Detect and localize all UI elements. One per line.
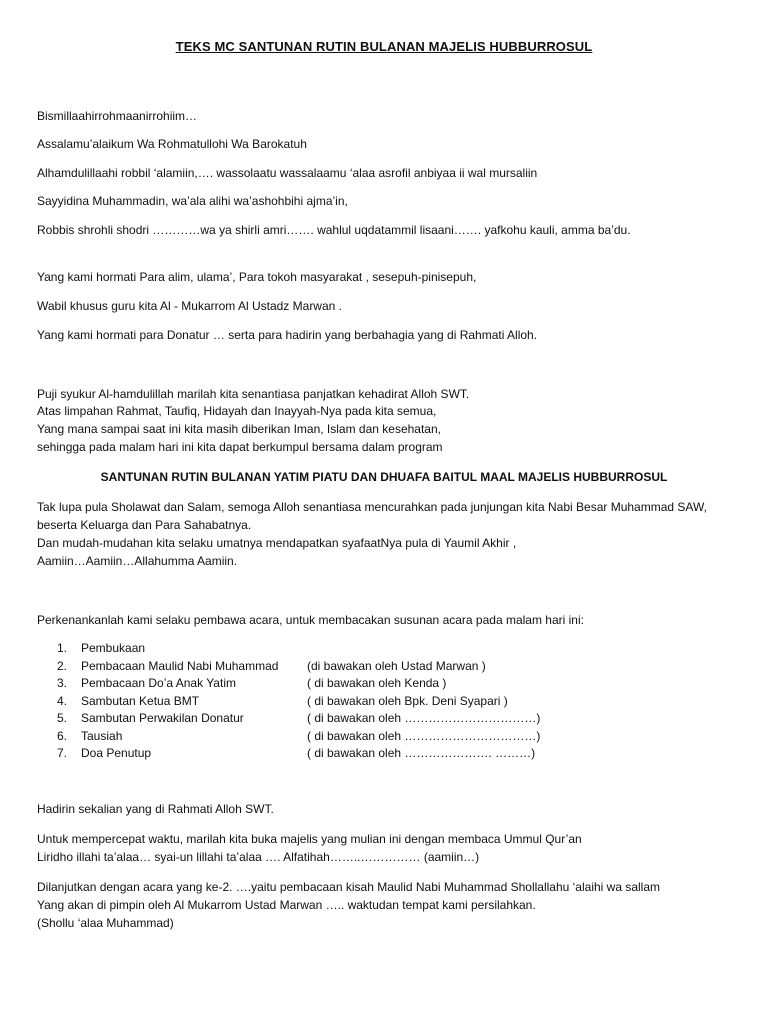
opening-line: Alhamdulillaahi robbil ‘alamiin,…. wassolaatu wassalaamu ‘alaa asrofil anbiyaa ii wal mursaliin [37, 166, 538, 180]
agenda-title: Pembacaan Do’a Anak Yatim [81, 676, 236, 690]
agenda-presenter: ( di bawakan oleh …………………. ………) [307, 746, 536, 760]
agenda-number: 4. [57, 693, 68, 708]
agenda-number: 3. [57, 676, 68, 690]
closing-line: (Shollu ‘alaa Muhammad) [37, 916, 174, 930]
agenda-number: 6. [57, 728, 68, 743]
opening-line: Robbis shrohli shodri …………wa ya shirli amri……. wahlul uqdatammil lisaani……. yafkohu kauli, amma ba’du. [37, 223, 631, 237]
sholawat-line: Aamiin…Aamiin…Allahumma Aamiin. [37, 554, 238, 568]
document-title: TEKS MC SANTUNAN RUTIN BULANAN MAJELIS HUBBURROSUL [175, 39, 593, 54]
agenda-presenter: ( di bawakan oleh ……………………………) [307, 728, 541, 743]
respect-line: Yang kami hormati para Donatur … serta para hadirin yang berbahagia yang di Rahmati Alloh. [37, 328, 538, 342]
agenda-title: Doa Penutup [81, 746, 152, 760]
closing-line: Hadirin sekalian yang di Rahmati Alloh SWT. [37, 802, 274, 816]
respect-line: Wabil khusus guru kita Al - Mukarrom Al Ustadz Marwan . [37, 299, 342, 313]
agenda-number: 5. [57, 711, 68, 725]
agenda-presenter: ( di bawakan oleh Bpk. Deni Syapari ) [307, 693, 508, 708]
agenda-number: 7. [57, 746, 68, 760]
sholawat-line: beserta Keluarga dan Para Sahabatnya. [37, 518, 252, 532]
gratitude-line: sehingga pada malam hari ini kita dapat berkumpul bersama dalam program [37, 440, 443, 454]
opening-line: Sayyidina Muhammadin, wa’ala alihi wa’ashohbihi ajma’in, [37, 194, 348, 208]
program-heading: SANTUNAN RUTIN BULANAN YATIM PIATU DAN DHUAFA BAITUL MAAL MAJELIS HUBBURROSUL [100, 470, 668, 484]
closing-line: Dilanjutkan dengan acara yang ke-2. ….yaitu pembacaan kisah Maulid Nabi Muhammad Shollallahu ‘alaihi wa sallam [37, 880, 661, 894]
agenda-presenter: (di bawakan oleh Ustad Marwan ) [307, 658, 486, 673]
gratitude-line: Yang mana sampai saat ini kita masih diberikan Iman, Islam dan kesehatan, [37, 422, 441, 436]
closing-line: Liridho illahi ta’alaa… syai-un lillahi ta’alaa …. Alfatihah……..…………… (aamiin…) [37, 850, 480, 864]
agenda-title: Pembacaan Maulid Nabi Muhammad [81, 658, 279, 673]
closing-line: Yang akan di pimpin oleh Al Mukarrom Ustad Marwan ….. waktudan tempat kami persilahkan. [37, 898, 536, 912]
gratitude-line: Atas limpahan Rahmat, Taufiq, Hidayah dan Inayyah-Nya pada kita semua, [37, 404, 437, 418]
agenda-presenter: ( di bawakan oleh ……………………………) [307, 711, 541, 725]
respect-line: Yang kami hormati Para alim, ulama’, Para tokoh masyarakat , sesepuh-pinisepuh, [37, 270, 477, 284]
agenda-presenter: ( di bawakan oleh Kenda ) [307, 676, 447, 690]
agenda-title: Sambutan Perwakilan Donatur [81, 711, 244, 725]
opening-line: Bismillaahirrohmaanirrohiim… [37, 109, 198, 123]
agenda-number: 1. [57, 641, 68, 655]
closing-line: Untuk mempercepat waktu, marilah kita buka majelis yang mulian ini dengan membaca Ummul Qur’an [37, 832, 582, 846]
gratitude-line: Puji syukur Al-hamdulillah marilah kita senantiasa panjatkan kehadirat Alloh SWT. [37, 387, 470, 401]
agenda-number: 2. [57, 658, 68, 673]
agenda-title: Pembukaan [81, 641, 146, 655]
sholawat-line: Tak lupa pula Sholawat dan Salam, semoga Alloh senantiasa mencurahkan pada junjungan kita Nabi Besar Muhammad SAW, [37, 500, 707, 514]
agenda-title: Sambutan Ketua BMT [81, 693, 200, 708]
agenda-intro: Perkenankanlah kami selaku pembawa acara, untuk membacakan susunan acara pada malam hari ini: [37, 613, 584, 627]
opening-line: Assalamu’alaikum Wa Rohmatullohi Wa Barokatuh [37, 137, 307, 151]
sholawat-line: Dan mudah-mudahan kita selaku umatnya mendapatkan syafaatNya pula di Yaumil Akhir , [37, 536, 517, 550]
agenda-title: Tausiah [81, 728, 123, 743]
